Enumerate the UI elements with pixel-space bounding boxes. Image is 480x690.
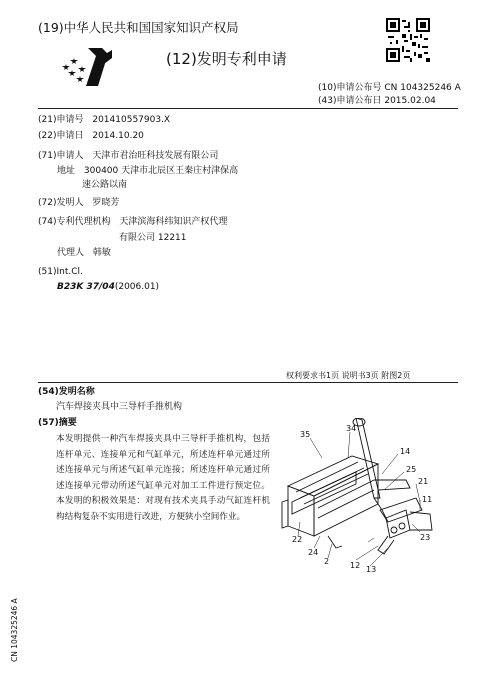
pub-number-label: (10)申请公布号 [318, 83, 382, 93]
address: 地址 300400 天津市北辰区王秦庄村津保高 [57, 166, 239, 176]
fig-label-12: 12 [350, 561, 361, 570]
pub-number: CN 104325246 A [384, 83, 461, 93]
fig-label-23: 23 [420, 533, 431, 542]
fig-label-14: 14 [400, 447, 411, 456]
fig-label-35: 35 [300, 430, 311, 439]
fig-label-25: 25 [406, 465, 417, 474]
agent: 代理人 韩敏 [57, 248, 111, 258]
applicant: (71)申请人 天津市君治旺科技发展有限公司 [38, 151, 219, 161]
fig-label-24: 24 [308, 548, 319, 557]
pub-date-row [318, 95, 436, 107]
application-number: (21)申请号 201410557903.X [38, 115, 171, 125]
section-divider [38, 382, 458, 383]
fig-label-22: 22 [292, 535, 303, 544]
pub-number-row [318, 82, 461, 94]
patent-agency-line-2: 有限公司 12211 [119, 233, 187, 243]
patent-agency: (74)专利代理机构 天津滨海科纬知识产权代理 [38, 217, 228, 227]
issuing-office: (19)中华人民共和国国家知识产权局 [38, 20, 239, 35]
fig-label-2: 2 [324, 557, 330, 566]
application-date: (22)申请日 2014.10.20 [38, 131, 144, 141]
fig-label-34: 34 [346, 424, 357, 433]
inventor: (72)发明人 罗晓芳 [38, 198, 120, 208]
fig-label-13: 13 [366, 565, 377, 574]
cnipa-logo [58, 42, 118, 90]
document-type: (12)发明专利申请 [166, 50, 287, 68]
abstract-label: (57)摘要 [38, 418, 77, 428]
header-divider [38, 108, 458, 109]
int-cl-code: B23K 37/04(2006.01) [57, 282, 160, 292]
side-publication-number: CN 104325246 A [10, 598, 19, 662]
pub-date-label: (43)申请公布日 [318, 96, 382, 106]
address-line-2: 速公路以南 [82, 180, 128, 190]
mechanism-drawing [270, 418, 470, 578]
int-cl-label: (51)Int.Cl. [38, 267, 83, 277]
fig-label-21: 21 [418, 477, 429, 486]
title-label: (54)发明名称 [38, 387, 95, 397]
fig-label-11: 11 [422, 495, 433, 504]
qr-code [386, 18, 430, 62]
abstract-text: 本发明提供一种汽车焊接夹具中三导杆手推机构，包括连杆单元、连接单元和气缸单元，所述连杆单元通过所述连接单元与所述气缸单元连接；所述连杆单元通过所述连接单元带动所述气缸单元对加工工件进行预定位。本发明的积极效果是：对现有技术夹具手动气缸连杆机构结构复杂不实用进行改进，方便狭小空间作业。 [56, 434, 270, 522]
page-counts: 权利要求书1页 说明书3页 附图2页 [286, 371, 411, 380]
pub-date: 2015.02.04 [384, 96, 436, 106]
invention-title: 汽车焊接夹具中三导杆手推机构 [56, 402, 183, 412]
